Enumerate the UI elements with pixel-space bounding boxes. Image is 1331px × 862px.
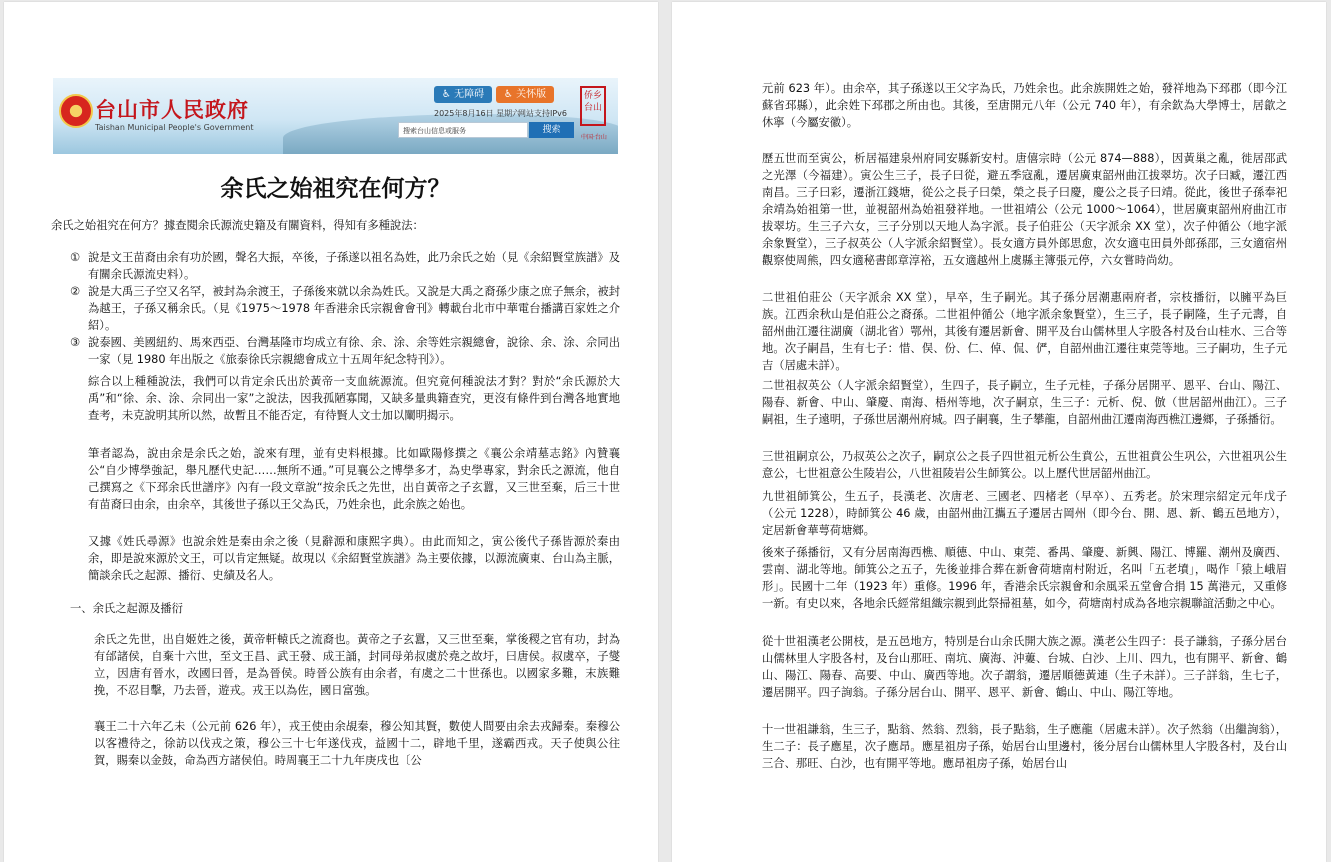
list-number: ① bbox=[70, 251, 81, 264]
search-input[interactable]: 搜索台山信息或服务 bbox=[398, 122, 528, 138]
list-text: 說泰國、美國紐約、馬來西亞、台灣基隆市均成立有徐、余、涂、余等姓宗親總會，說徐、余、涂、佘同出一家（見 1980 年出版之《旅泰徐氏宗親總會成立十五周年紀念特刊》）。 bbox=[88, 336, 620, 366]
seal-logo: 侨乡台山 bbox=[580, 86, 606, 126]
paragraph: 二世祖叔英公（人字派余紹賢堂），生四子，長子嗣立，生子元桂，子孫分居開平、恩平、台山、陽江、陽春、新會、中山、肇慶、南海、梧州等地，次子嗣京，生三子：元析、倪、倣（世居韶州曲江）。三子嗣祖，生子遠明，子孫世居潮州府城。四子嗣襄，生子攀龍，自韶州曲江遷南海西樵江邊鄉，子孫播衍。 bbox=[762, 379, 1287, 426]
origin-paragraph: 余氏之先世，出自姬姓之後，黃帝軒轅氏之流裔也。黃帝之子玄囂，又三世至棄，掌後稷之官有功，封為有邰諸侯，自棄十六世，至文王昌、武王發、成王誦，封同母弟叔虞於堯之故圩，曰唐侯。叔虞卒，子燮立，因唐有晉水，改國曰晉，是為晉侯。時晉公族有由余者，有虞之二十世孫也。以國家多難，末族難挽，不忍目擊，乃去晉，遊戎。戎王以為佐，國日富強。 bbox=[94, 633, 620, 697]
author-view-paragraph: 筆者認為，說由余是余氏之始，說來有理，並有史料根據。比如歐陽修撰之《襄公余靖墓志銘》內贊襄公“自少博學強記，舉凡歷代史記……無所不通。”可見襄公之博學多才，為史學專家，對余氏之源流，他自己撰寫之《下邳余氏世譜序》內有一段文章說“按余氏之先世，出自黃帝之子玄囂，又三世至棄，后三十世有苗裔曰由余，由余卒，其後世子孫以王父為氏，乃姓余也，此余族之始也。 bbox=[88, 447, 620, 511]
source-paragraph: 又據《姓氏尋源》也說余姓是秦由余之後（見辭源和康熙字典）。由此而知之，寅公後代子孫皆源於秦由余，即是說來源於文王，可以肯定無疑。故現以《余紹賢堂族譜》為主要依據，以源流廣東、台山為主脈，簡談余氏之起源、播衍、史績及名人。 bbox=[88, 535, 620, 582]
list-text: 說是文王苗裔由余有功於國，聲名大振，卒後，子孫遂以祖名為姓，此乃余氏之始（見《余紹賢堂族譜》及有關余氏源流史料）。 bbox=[88, 251, 620, 281]
paragraph: 歷五世而至寅公，析居福建泉州府同安縣新安村。唐僖宗時（公元 874—888），因黃巢之亂，徙居邵武之光澤（今福建）。寅公生三子，長子曰從，避五季寇亂，遷居廣東韶州曲江拔翠坊。次子曰臧，遷江西南昌。三子曰彩，遷浙江錢塘，從公之長子曰榮，榮之長子曰慶，慶公之長子曰靖。從此，後世子孫奉祀余靖為始祖第一世，並視韶州為始祖發祥地。一世祖靖公（公元 1000～1064），世居廣東韶州府曲江市拔翠坊。生三子六女，三子分別以天地人為字派。長子伯莊公（天字派余 XX 堂），次子仲循公（地字派余象賢堂），三子叔英公（人字派余紹賢堂）。長女適方員外郎思愈，次女適屯田員外郎孫邵，三女適宿州觀察使周熊，四女適秘書郎章淳裕，五女適越州上虞縣主簿張元停，六女嘗時尚幼。 bbox=[762, 152, 1287, 267]
national-emblem-icon bbox=[59, 94, 93, 128]
paragraph: 三世祖嗣京公，乃叔英公之次子，嗣京公之長子四世祖元析公生賁公，五世祖賁公生巩公，六世祖巩公生意公，七世祖意公生陵岩公，八世祖陵岩公生師箕公。以上歷代世居韶州曲江。 bbox=[762, 450, 1287, 480]
list-item bbox=[70, 283, 620, 334]
paragraph: 九世祖師箕公，生五子，長漢老、次唐老、三國老、四楮老（早卒）、五秀老。於宋理宗紹定元年戊子（公元 1228），時師箕公 46 歲，由韶州曲江攜五子遷居古岡州（即今台、開、恩、新、鶴五邑地方），定居新會華萼荷塘鄉。 bbox=[762, 490, 1287, 537]
gov-banner bbox=[53, 78, 618, 154]
date-text: 2025年8月16日 星期六 bbox=[434, 109, 521, 118]
claims-list bbox=[70, 249, 620, 368]
document-title: 余氏之始祖究在何方？ bbox=[220, 175, 451, 202]
section-heading: 一、余氏之起源及播衍 bbox=[70, 602, 183, 615]
right-page bbox=[672, 2, 1326, 862]
summary-paragraph: 綜合以上種種說法，我們可以肯定余氏出於黃帝一支血統源流。但究竟何種說法才對？對於“余氏源於大禹”和“徐、余、涂、佘同出一家”之說法，因我孤陋寡聞，又缺多量典籍查究，更沒有條件到台灣各地實地查考，未克說明其所以然，故暫且不能否定，有待賢人文士加以闡明揭示。 bbox=[88, 375, 620, 422]
paragraph: 從十世祖漢老公開枝，是五邑地方，特別是台山余氏開大族之源。漢老公生四子：長子謙翁，子孫分居台山儒林里人字股各村，及台山那旺、南坑、廣海、沖蔞、台城、白沙、上川、四九，也有開平、新會、鶴山、陽江、陽春、高要、中山、廣西等地。次子謂翁，遷居順德黃連（生子未詳）。三子詳翁，生七子，遷居開平。四子詢翁。子孫分居台山、開平、恩平、新會、鶴山、中山、陽江等地。 bbox=[762, 635, 1287, 699]
list-number: ② bbox=[70, 285, 81, 298]
accessibility-button[interactable]: ♿ 无障碍 bbox=[434, 86, 492, 103]
list-item bbox=[70, 249, 620, 283]
list-number: ③ bbox=[70, 336, 81, 349]
list-text: 說是大禹三子空又名罕，被封為余渡王，子孫後來就以余為姓氏。又說是大禹之裔孫少康之庶子無余，被封為越王，子孫又稱余氏。（見《1975～1978 年香港余氏宗親會會刊》轉載台北市中華電台播講百家姓之介紹）。 bbox=[88, 285, 620, 332]
paragraph: 後來子孫播衍，又有分居南海西樵、順德、中山、東莞、番禺、肇慶、新興、陽江、博羅、潮州及廣西、雲南、湖北等地。師箕公之五子，先後並排合葬在新會荷塘南村附近，名叫「五老墳」，喝作「猿上峨眉形」。民國十二年（1923 年）重修。1996 年，香港余氏宗親會和余風采五堂會合捐 15 萬港元，又重修一新。有史以來，各地余氏經常組織宗親到此祭掃祖墓，如今，荷塘南村成為各地宗親聯誼活動之中心。 bbox=[762, 546, 1287, 610]
left-page bbox=[4, 2, 658, 862]
seal-caption: 中国·台山 bbox=[581, 134, 607, 141]
search-button[interactable]: 搜索 bbox=[529, 122, 574, 138]
gov-name-en: Taishan Municipal People's Government bbox=[95, 123, 254, 132]
paragraph: 二世祖伯莊公（天字派余 XX 堂），早卒，生子嗣光。其子孫分居潮惠兩府者，宗枝播衍，以臃平為巨族。江西余秋山是伯莊公之裔孫。二世祖仲循公（地字派余象賢堂），生三子，長子嗣隆，生子元壽，自韶州曲江遷往湖廣（湖北省）鄂州，其後有遷居新會、開平及台山儒林里人字股各村及台山桂水、三合等地。次子嗣昌，生有七子：惜、俣、份、仁、倬、侃、俨，自韶州曲江遷往東莞等地。三子嗣功，生子元吉（居處未詳）。 bbox=[762, 291, 1287, 372]
ipv6-text: 网站支持IPv6 bbox=[518, 109, 568, 118]
paragraph: 十一世祖謙翁，生三子，點翁、然翁、烈翁，長子點翁，生子應龍（居處未詳）。次子然翁（出繼詢翁），生二子：長子應星，次子應昂。應星祖房子孫，始居台山里邊村，後分居台山儒林里人字股各村，及台山三合、那旺、白沙，也有開平等地。應昂祖房子孫，始居台山 bbox=[762, 723, 1287, 770]
qin-paragraph: 襄王二十六年乙未（公元前 626 年），戎王使由余覘秦，穆公知其賢，數使人間要由余去戎歸秦。秦穆公以客禮待之，徐訪以伐戎之策，穆公三十七年遂伐戎，益國十二，辟地千里，遂霸西戎。天子使與公往賀，賜秦以金鼓，命為西方諸侯伯。時周襄王二十九年庚戌也〔公 bbox=[94, 720, 620, 767]
intro-paragraph: 余氏之始祖究在何方？據查閱余氏源流史籍及有關資料，得知有多種說法： bbox=[51, 219, 424, 232]
list-item bbox=[70, 334, 620, 368]
care-mode-button[interactable]: ♿ 关怀版 bbox=[496, 86, 554, 103]
gov-name: 台山市人民政府 bbox=[95, 98, 249, 122]
paragraph: 元前 623 年）。由余卒，其子孫遂以王父字為氏，乃姓余也。此余族開姓之始，發祥地為下邳郡（即今江蘇省邳縣），此余姓下邳郡之所由也。其後，至唐開元八年（公元 740 年），有余欽為大學博士，居歙之休寧（今屬安徽）。 bbox=[762, 82, 1287, 129]
